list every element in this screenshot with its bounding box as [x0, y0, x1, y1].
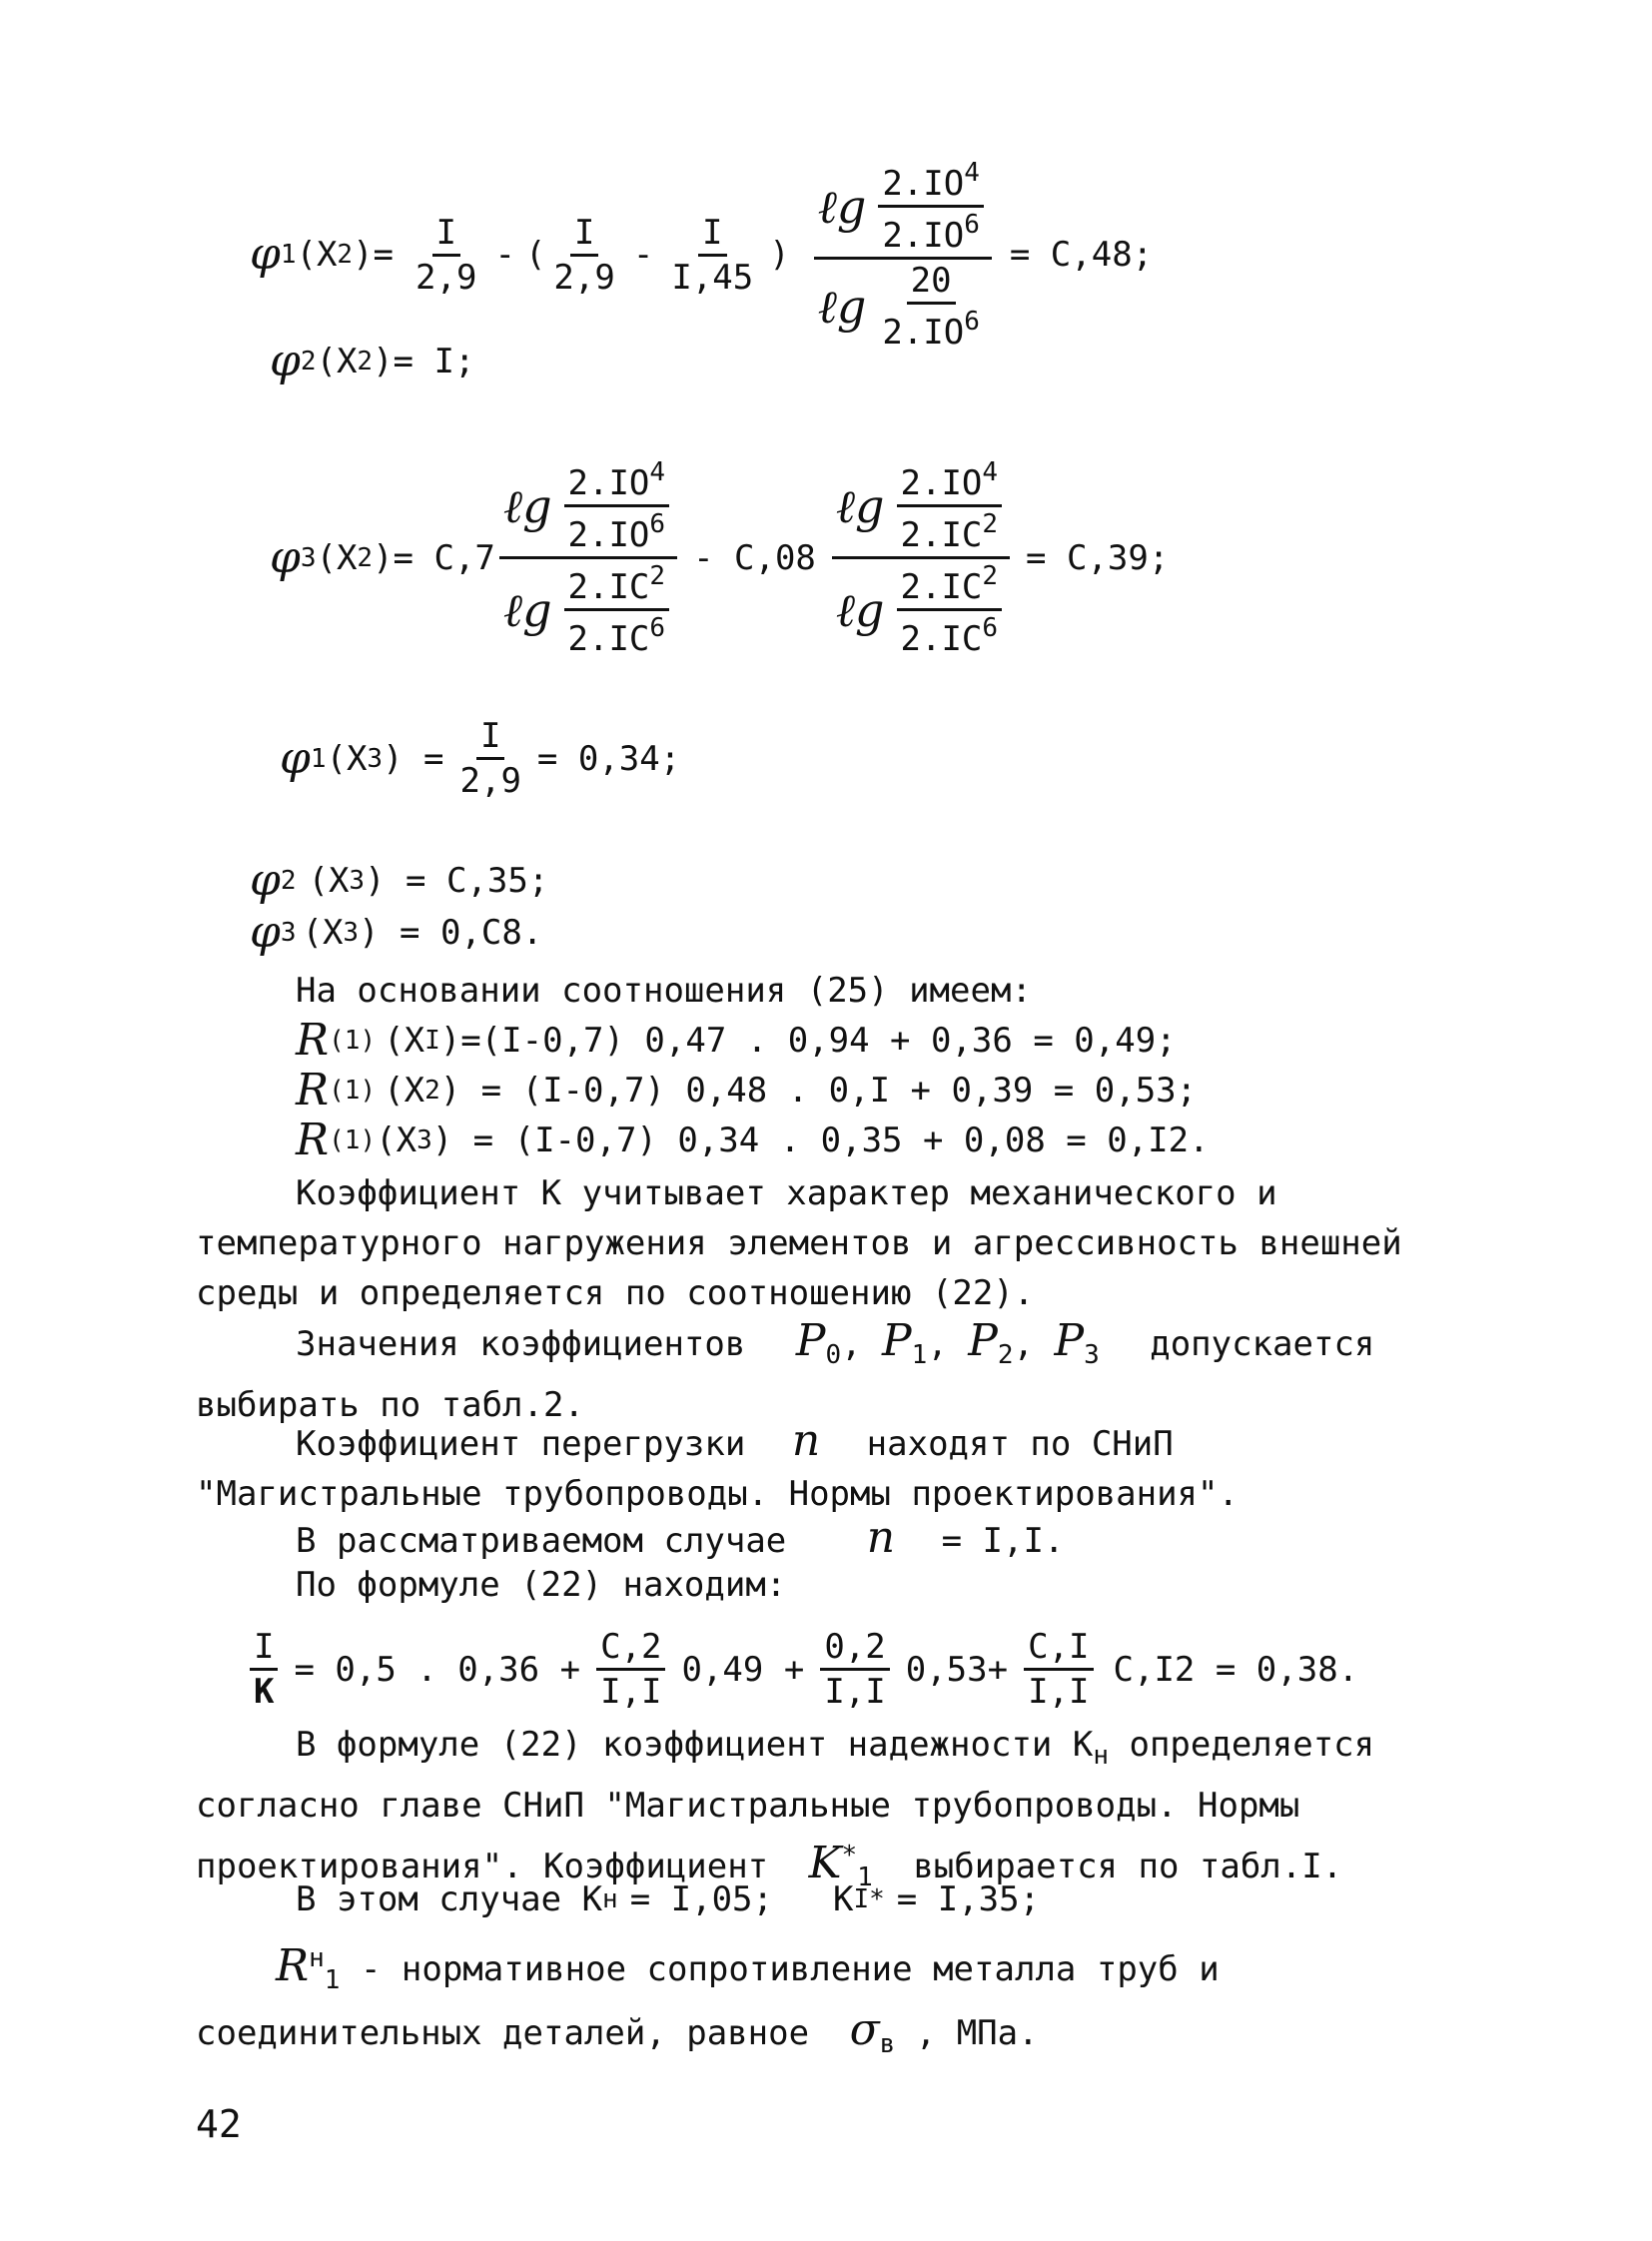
- fraction: $\frac{I}{I,45}$: [671, 212, 754, 298]
- r2-line: R (1) (X 2 ) = (I-0,7) 0,48 . 0,I + 0,39 = 0,53;: [296, 1065, 1198, 1116]
- r3-line: R (1) (X 3 ) = (I-0,7) 0,34 . 0,35 + 0,08 = 0,I2.: [296, 1115, 1210, 1165]
- intro-line: На основании соотношения (25) имеем:: [296, 971, 1032, 1011]
- paragraph-reliability: В формуле (22) коэффициент надежности $К_н$ определяется согласно главе СНиП "Магистральные трубопроводы. Нормы проектирования". Коэффициент $K^*_1$ выбирается по табл.I.: [196, 1725, 1375, 1892]
- page-number: 42: [196, 2102, 242, 2146]
- paragraph-case: В рассматриваемом случае n = I,I.: [296, 1512, 1065, 1563]
- formula-phi1-x3: φ 1 (X 3 ) = $\frac{I}{2,9}$ = 0,34;: [280, 716, 681, 801]
- paragraph-formula-ref: По формуле (22) находим:: [296, 1565, 787, 1605]
- formula-phi2-x3: φ 2 (X 3 ) = C,35;: [250, 855, 549, 906]
- formula-phi2-x2: φ 2 (X 2 )= I;: [270, 336, 475, 386]
- paragraph-overload: Коэффициент перегрузки n находят по СНиП "Магистральные трубопроводы. Нормы проектирования".: [196, 1415, 1239, 1514]
- paragraph-case-values: В этом случае К н = I,05; K I * = I,35;: [296, 1879, 1041, 1919]
- log-ratio-fraction: ℓg $\frac{2.IO^4}{2.IO^6}$ ℓg $\frac{20}{2.IO^6}$: [814, 160, 992, 350]
- fraction: $\frac{I}{2,9}$: [415, 212, 477, 298]
- log-ratio-fraction: ℓg $\frac{2.IO^4}{2.IC^2}$ ℓg $\frac{2.IC^2}{2.IC^6}$: [832, 459, 1010, 656]
- formula-phi3-x2: φ 3 (X 2 )= C,7 ℓg $\frac{2.IO^4}{2.IO^6}$ ℓg $\frac{2.IC^2}{2.IC^6}$ - C,08 ℓg $\frac{2.IO^4}{2.IC^2}$ ℓg $\frac{2.IC^2}{2.IC^6}$ = C,39;: [270, 457, 1170, 659]
- r1-line: R (1) (X I )=(I-0,7) 0,47 . 0,94 + 0,36 = 0,49;: [296, 1015, 1177, 1066]
- formula-phi3-x3: φ 3 (X 3 ) = 0,C8.: [250, 907, 543, 958]
- fraction: $\frac{I}{2,9}$: [553, 212, 615, 298]
- paragraph-normative-resistance: $R^н_1$ - нормативное сопротивление металла труб и соединительных деталей, равное $\sigma_в$ , МПа.: [196, 1940, 1220, 2059]
- paragraph-k-description: Коэффициент К учитывает характер механического и температурного нагружения элементов и агрессивность внешней среды и определяется по соотношению (22).: [196, 1173, 1402, 1313]
- log-ratio-fraction: ℓg $\frac{2.IO^4}{2.IO^6}$ ℓg $\frac{2.IC^2}{2.IC^6}$: [499, 459, 677, 656]
- phi-symbol: φ: [250, 229, 281, 280]
- formula-phi1-x2: φ 1 (X 2 )= $\frac{I}{2,9}$ - ( $\frac{I}{2,9}$ - $\frac{I}{I,45}$ ) ℓg $\frac{2.IO^4}{2.IO^6}$ ℓg $\frac{20}{2.IO^6}$ = C,48;: [250, 158, 1154, 353]
- paragraph-coefficients: Значения коэффициентов $P_0$, $P_1$, $P_2$, $P_3$ допускается выбирать по табл.2.: [196, 1315, 1375, 1425]
- formula-k: $\frac{I}{K}$ = 0,5 . 0,36 + $\frac{C,2}{I,I}$ 0,49 + $\frac{0,2}{I,I}$ 0,53+ $\frac{C,I}{I,I}$ C,I2 = 0,38.: [246, 1630, 1358, 1709]
